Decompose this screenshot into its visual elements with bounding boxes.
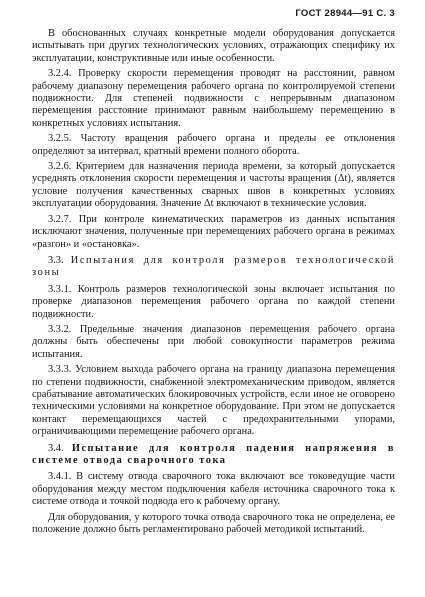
paragraph: 3.2.7. При контроле кинематических параметров из данных испытания исключают значения, полученные при перемещениях рабочего органа в режимах «разгон» и «остановка». xyxy=(32,213,395,250)
paragraph: 3.3.3. Условием выхода рабочего органа на границу диапазона перемещения по степени подвижности, снабженной электромеханическим приводом, является срабатывание автоматических блокировочных устройств, если иное не оговорено техническими условиями на конкретное оборудование. При этом не допускается контакт перемещающихся частей с предохранительными упорами, ограничивающими перемещение рабочего органа. xyxy=(32,364,395,438)
section-heading xyxy=(32,443,395,468)
section-heading xyxy=(32,255,395,280)
section-title: Испытания для контроля размеров технологической зоны xyxy=(32,254,395,279)
paragraph: 3.3.1. Контроль размеров технологической зоны включает испытания по проверке диапазонов перемещения рабочего органа по каждой степени подвижности. xyxy=(32,283,395,320)
section-number: 3.4. xyxy=(48,442,64,454)
paragraph: Для оборудования, у которого точка отвода сварочного тока не определена, ее положение должно быть регламентировано рабочей методикой испытаний. xyxy=(32,511,395,536)
page-header: ГОСТ 28944—91 С. 3 xyxy=(295,8,395,19)
paragraph: 3.2.6. Критерием для назначения периода времени, за который допускается усреднять отклонения скорости перемещения и частоты вращения (Δt), является условие получения качественных сварных швов в конкретных условиях эксплуатации оборудования. Значение Δt включают в технические условия. xyxy=(32,161,395,210)
paragraph: 3.3.2. Предельные значения диапазонов перемещения рабочего органа должны быть обеспечены при любой совокупности параметров режима испытания. xyxy=(32,323,395,360)
section-title: Испытание для контроля падения напряжения в системе отвода сварочного тока xyxy=(32,442,395,466)
paragraph: 3.4.1. В систему отвода сварочного тока включают все токоведущие части оборудования между местом подключения кабеля источника сварочного тока к системе отвода и точкой подвода его к рабочему органу. xyxy=(32,471,395,508)
paragraph: 3.2.5. Частоту вращения рабочего органа и пределы ее отклонения определяют за интервал, кратный времени полного оборота. xyxy=(32,133,395,157)
section-number: 3.3. xyxy=(48,254,64,266)
paragraph: 3.2.4. Проверку скорости перемещения проводят на расстоянии, равном рабочему диапазону перемещения рабочего органа по контролируемой степени подвижности. Для степеней подвижности с непрерывным диапазоном перемещения расстояние принимают равным наибольшему перемещению в конкретных условиях испытания. xyxy=(32,68,395,129)
paragraph: В обоснованных случаях конкретные модели оборудования допускается испытывать при других технологических условиях, отражающих специфику их эксплуатации, конструктивные или иные особенности. xyxy=(32,28,395,64)
document-body xyxy=(32,28,395,536)
